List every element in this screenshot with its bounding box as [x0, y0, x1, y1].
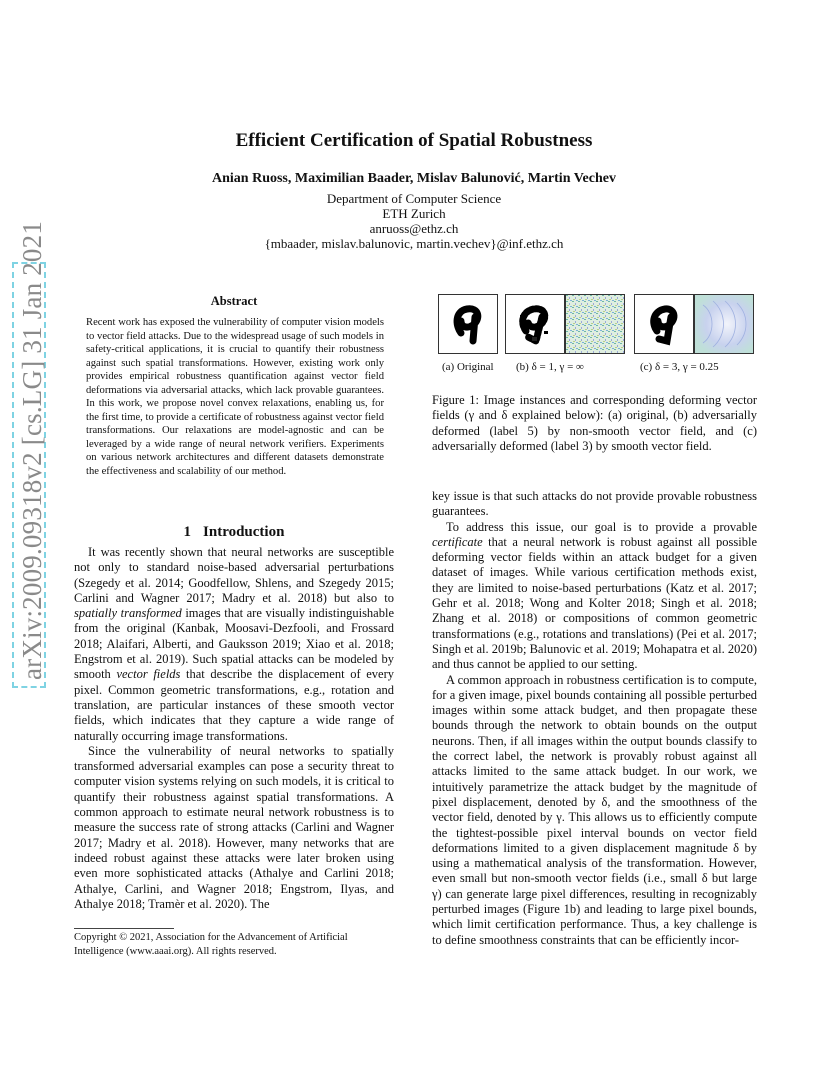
affiliation-dept: Department of Computer Science [326, 191, 502, 206]
intro-paragraph-2: Since the vulnerability of neural networks to spatially transformed adversarial examples can pose a security threat to computer vision systems relying on such models, it is critical to quantify their robustness against spatial transformations. A common approach to estimate neural network robustness is to measure the success rate of strong attacks (Carlini and Wagner 2017; Madry et al. 2018). However, many networks that are indeed robust against these attacks were later broken using even more sophisticated attacks (Athalye and Carlini 2018; Athalye, Carlini, and Wagner 2018; Engstrom, Ilyas, and Athalye 2018; Tramèr et al. 2020). The [74, 743, 394, 911]
subcaption-b: (b) δ = 1, γ = ∞ [516, 361, 584, 373]
original-digit-image [438, 294, 498, 354]
figure-1 [432, 290, 757, 370]
footnote-rule [74, 928, 174, 929]
intro-paragraph-2-continued: key issue is that such attacks do not provide provable robustness guarantees. [432, 489, 757, 519]
subcaption-c: (c) δ = 3, γ = 0.25 [640, 361, 719, 373]
section-heading-introduction [74, 524, 394, 541]
figure-caption: Figure 1: Image instances and corresponding deforming vector fields (γ and δ explained below): (a) original, (b) adversarially deformed (label 5) by non-smooth vector field, and (c) adversarially deformed (label 3) by smooth vector field. [432, 393, 757, 453]
subcaption-a: (a) Original [442, 361, 494, 373]
affiliation-institution: ETH Zurich [382, 206, 446, 221]
author-email: anruoss@ethz.ch [369, 221, 459, 236]
author-list: Anian Ruoss, Maximilian Baader, Mislav Balunović, Martin Vechev [212, 171, 616, 186]
copyright-footnote: Copyright © 2021, Association for the Advancement of Artificial Intelligence (www.aaai.org). All rights reserved. [74, 932, 348, 957]
smooth-adversarial-digit-image-c [634, 294, 694, 354]
intro-paragraph-1: It was recently shown that neural networks are susceptible not only to standard noise-based adversarial perturbations (Szegedy et al. 2014; Goodfellow, Shlens, and Szegedy 2015; Carlini and Wagner 2017; Madry et al. 2018) but also to spatially transformed images that are visually indistinguishable from the original (Kanbak, Moosavi-Dezfooli, and Frossard 2018; Alaifari, Alberti, and Gauksson 2019; Xiao et al. 2018; Engstrom et al. 2019). Such spatial attacks can be modeled by smooth vector fields that describe the displacement of every pixel. Common geometric transformations, e.g., rotation and translation, are particular instances of these smooth vector fields, which indicates that they capture a wide range of naturally occurring image transformations. [74, 545, 395, 743]
coauthor-emails: {mbaader, mislav.balunovic, martin.vechev}@inf.ethz.ch [264, 236, 564, 251]
abstract-text: Recent work has exposed the vulnerability of computer vision models to vector field attacks. Due to the widespread usage of such models in safety-critical applications, it is crucial to quantify their robustness against such spatial transformations. However, existing work only provides empirical robustness quantification against vector field deformations via adversarial attacks, which lack provable guarantees. In this work, we propose novel convex relaxations, enabling us, for the first time, to provide a certificate of robustness against vector field transformations. Our relaxations are model-agnostic and can be leveraged by a wide range of neural network verifiers. Experiments on various network architectures and different datasets demonstrate the effectiveness and scalability of our method. [86, 317, 384, 478]
arxiv-stamp: arXiv:2009.09318v2 [cs.LG] 31 Jan 2021 [17, 220, 47, 680]
paper-title: Efficient Certification of Spatial Robustness [235, 130, 593, 151]
intro-paragraph-3: To address this issue, our goal is to provide a provable certificate that a neural network is robust against all possible deforming vector fields within an attack budget for a given dataset of images. While various certification methods exist, they are limited to noise-based perturbations (Katz et al. 2017; Gehr et al. 2018; Wong and Kolter 2018; Singh et al. 2018; Zhang et al. 2018) or compositions of common geometric transformations (e.g., rotations and translations) (Pei et al. 2017; Singh et al. 2019b; Balunovic et al. 2019; Mohapatra et al. 2020) and thus cannot be applied to our setting. [432, 519, 757, 672]
adversarial-digit-image-b [505, 294, 565, 354]
section-title: Introduction [203, 524, 285, 540]
noisy-vector-field-image [565, 294, 625, 354]
abstract-heading: Abstract [210, 294, 258, 308]
intro-paragraph-4: A common approach in robustness certification is to compute, for a given image, pixel bounds containing all possible perturbed images within some attack budget, and then propagate these bounds through the network to obtain bounds on the output neurons. Then, if all images within the output bounds classify to the correct label, the network is provably robust against all attacks limited to the same attack budget. In our work, we intuitively parametrize the attack budget by the magnitude of pixel displacement, denoted by δ, and the smoothness of the vector field, denoted by γ. This allows us to efficiently compute the tightest-possible pixel interval bounds on vector field deformations limited to a given displacement magnitude δ by using a mathematical analysis of the transformation. However, even small but non-smooth vector fields (i.e., small δ but large γ) can generate large pixel differences, resulting in recognizably perturbed images (Figure 1b) and leading to large pixel bounds, which limit certification performance. Thus, a key challenge is to define smoothness constraints that can be efficiently incor- [432, 672, 757, 947]
smooth-vector-field-image [694, 294, 754, 354]
section-number: 1 [183, 524, 192, 540]
right-column [432, 489, 757, 948]
left-column [74, 545, 394, 912]
